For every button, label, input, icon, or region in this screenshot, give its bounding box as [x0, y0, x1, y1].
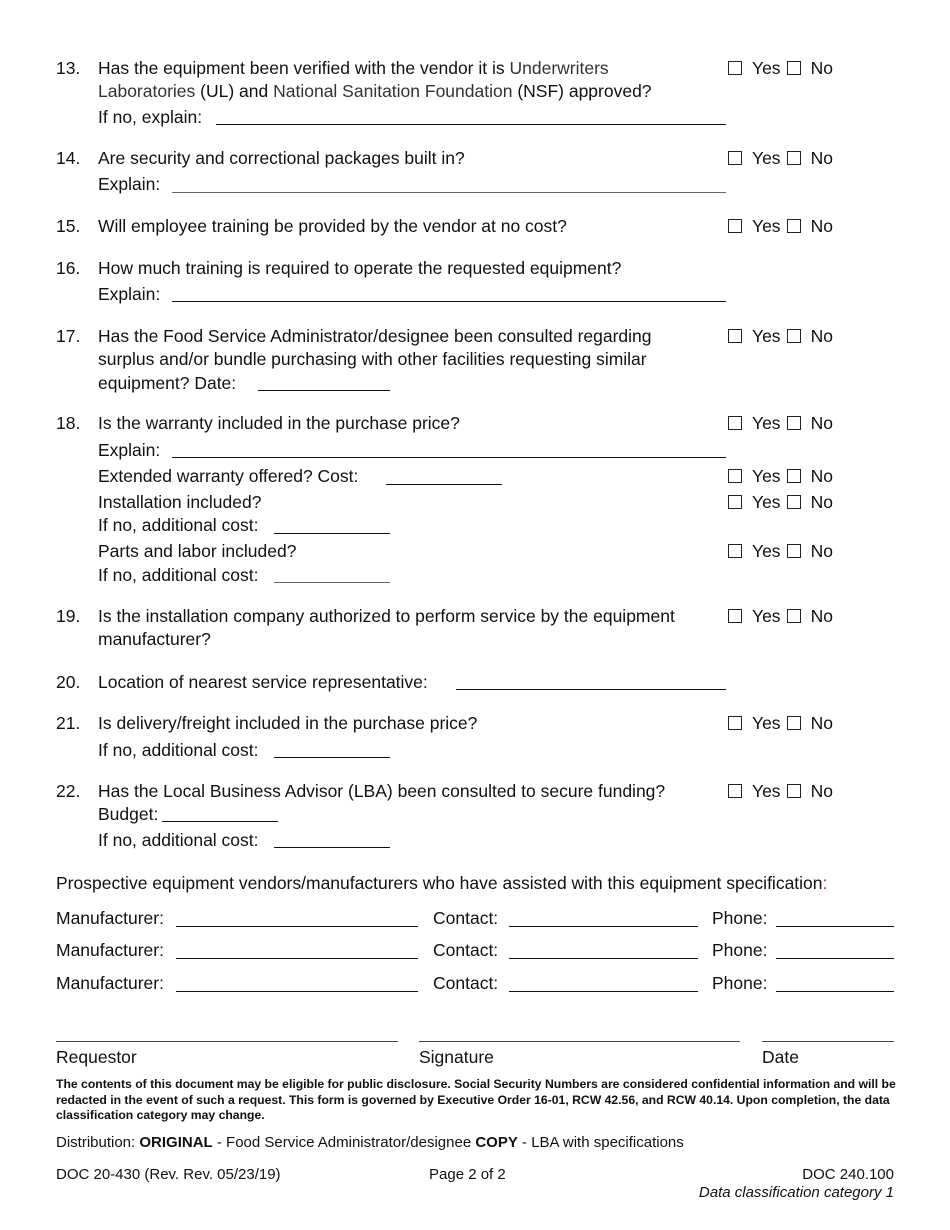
q18-installation-yes-checkbox[interactable]: [728, 495, 742, 509]
q14-explain-label: Explain:: [98, 174, 161, 194]
q18-parts-label: Parts and labor included?: [98, 541, 297, 561]
q18-installation-yes-no: Yes No: [728, 492, 833, 513]
phone-2-field[interactable]: [776, 958, 894, 959]
q14-yes-no: Yes No: [728, 148, 833, 169]
policy-number: DOC 240.100: [802, 1166, 894, 1183]
contact-2-label: Contact:: [433, 940, 499, 960]
q15-no-checkbox[interactable]: [787, 219, 801, 233]
manufacturer-3-label: Manufacturer:: [56, 973, 164, 993]
q13-yes-no: Yes No: [728, 58, 833, 79]
disclosure-notice: The contents of this document may be eligible for public disclosure. Social Security Numbers are considered confidential information and will be redacted in the event of such a request. This form is governed by Executive Order 16-01, RCW 42.56, and RCW 40.14. Upon completion, the data classification category may change.: [56, 1077, 896, 1122]
q14-explain-field[interactable]: [172, 192, 726, 193]
q18-parts-yes-checkbox[interactable]: [728, 544, 742, 558]
q13-explain-field[interactable]: [216, 124, 726, 125]
q22-budget-label: Budget:: [98, 804, 159, 824]
date-field[interactable]: [762, 1041, 894, 1042]
q16-explain-label: Explain:: [98, 284, 161, 304]
q13-line2: Laboratories (UL) and National Sanitation Foundation (NSF) approved?: [98, 81, 652, 101]
q22-cost-field[interactable]: [274, 847, 390, 848]
q19-yes-checkbox[interactable]: [728, 609, 742, 623]
q22-number: 22.: [56, 781, 81, 801]
manufacturer-2-field[interactable]: [176, 958, 418, 959]
q21-no-checkbox[interactable]: [787, 716, 801, 730]
q20-number: 20.: [56, 672, 81, 692]
manufacturer-1-field[interactable]: [176, 926, 418, 927]
q13-explain-label: If no, explain:: [98, 107, 203, 127]
q18-explain-label: Explain:: [98, 440, 161, 460]
q14-line1: Are security and correctional packages built in?: [98, 148, 465, 168]
q13-line1: Has the equipment been verified with the vendor it is Underwriters: [98, 58, 609, 78]
q19-number: 19.: [56, 606, 81, 626]
manufacturer-2-label: Manufacturer:: [56, 940, 164, 960]
q20-line1: Location of nearest service representative:: [98, 672, 428, 692]
q15-yes-no: Yes No: [728, 216, 833, 237]
q19-line2: manufacturer?: [98, 629, 211, 649]
q21-cost-label: If no, additional cost:: [98, 740, 259, 760]
page-number: Page 2 of 2: [429, 1166, 506, 1183]
q18-extended-yes-checkbox[interactable]: [728, 469, 742, 483]
q14-yes-checkbox[interactable]: [728, 151, 742, 165]
q21-number: 21.: [56, 713, 81, 733]
q18-parts-no-checkbox[interactable]: [787, 544, 801, 558]
q13-no-checkbox[interactable]: [787, 61, 801, 75]
q17-line1: Has the Food Service Administrator/designee been consulted regarding: [98, 326, 652, 346]
contact-2-field[interactable]: [509, 958, 698, 959]
q21-line1: Is delivery/freight included in the purchase price?: [98, 713, 478, 733]
q16-number: 16.: [56, 258, 81, 278]
q16-explain-field[interactable]: [172, 301, 726, 302]
q15-number: 15.: [56, 216, 81, 236]
q13-yes-checkbox[interactable]: [728, 61, 742, 75]
requestor-label: Requestor: [56, 1047, 137, 1067]
phone-3-label: Phone:: [712, 973, 768, 993]
manufacturer-1-label: Manufacturer:: [56, 908, 164, 928]
form-id: DOC 20-430 (Rev. Rev. 05/23/19): [56, 1166, 281, 1183]
q20-location-field[interactable]: [456, 689, 726, 690]
contact-1-field[interactable]: [509, 926, 698, 927]
q17-date-field[interactable]: [258, 390, 390, 391]
q18-yes-no: Yes No: [728, 413, 833, 434]
date-label: Date: [762, 1047, 799, 1067]
q18-parts-cost-field[interactable]: [274, 582, 390, 583]
q18-extended-warranty-label: Extended warranty offered? Cost:: [98, 466, 359, 486]
q18-extended-no-checkbox[interactable]: [787, 469, 801, 483]
q17-date-label: equipment? Date:: [98, 373, 237, 393]
q21-yes-checkbox[interactable]: [728, 716, 742, 730]
phone-2-label: Phone:: [712, 940, 768, 960]
distribution-line: Distribution: ORIGINAL - Food Service Administrator/designee COPY - LBA with specifications: [56, 1134, 684, 1151]
q18-yes-checkbox[interactable]: [728, 416, 742, 430]
q18-parts-yes-no: Yes No: [728, 541, 833, 562]
vendors-intro: Prospective equipment vendors/manufacturers who have assisted with this equipment specification:: [56, 873, 828, 893]
q22-no-checkbox[interactable]: [787, 784, 801, 798]
signature-label: Signature: [419, 1047, 494, 1067]
classification-label: Data classification category 1: [698, 1184, 894, 1201]
q17-yes-checkbox[interactable]: [728, 329, 742, 343]
q17-no-checkbox[interactable]: [787, 329, 801, 343]
q17-line2: surplus and/or bundle purchasing with other facilities requesting similar: [98, 349, 647, 369]
q18-explain-field[interactable]: [172, 457, 726, 458]
signature-field[interactable]: [419, 1041, 740, 1042]
q19-no-checkbox[interactable]: [787, 609, 801, 623]
q18-extended-yes-no: Yes No: [728, 466, 833, 487]
q16-line1: How much training is required to operate the requested equipment?: [98, 258, 622, 278]
q18-extended-warranty-cost-field[interactable]: [386, 484, 502, 485]
q21-cost-field[interactable]: [274, 757, 390, 758]
q18-line1: Is the warranty included in the purchase price?: [98, 413, 460, 433]
q15-yes-checkbox[interactable]: [728, 219, 742, 233]
q15-line1: Will employee training be provided by the vendor at no cost?: [98, 216, 567, 236]
q21-yes-no: Yes No: [728, 713, 833, 734]
q17-number: 17.: [56, 326, 81, 346]
q22-yes-checkbox[interactable]: [728, 784, 742, 798]
phone-1-field[interactable]: [776, 926, 894, 927]
contact-3-field[interactable]: [509, 991, 698, 992]
phone-3-field[interactable]: [776, 991, 894, 992]
q18-installation-no-checkbox[interactable]: [787, 495, 801, 509]
requestor-field[interactable]: [56, 1041, 398, 1042]
contact-1-label: Contact:: [433, 908, 499, 928]
q22-line1: Has the Local Business Advisor (LBA) been consulted to secure funding?: [98, 781, 666, 801]
q18-number: 18.: [56, 413, 81, 433]
q14-number: 14.: [56, 148, 81, 168]
phone-1-label: Phone:: [712, 908, 768, 928]
q22-yes-no: Yes No: [728, 781, 833, 802]
q17-yes-no: Yes No: [728, 326, 833, 347]
manufacturer-3-field[interactable]: [176, 991, 418, 992]
q18-installation-label: Installation included?: [98, 492, 262, 512]
q19-yes-no: Yes No: [728, 606, 833, 627]
contact-3-label: Contact:: [433, 973, 499, 993]
q19-line1: Is the installation company authorized to perform service by the equipment: [98, 606, 675, 626]
q22-budget-field[interactable]: [162, 821, 278, 822]
q18-parts-cost-label: If no, additional cost:: [98, 565, 259, 585]
q14-no-checkbox[interactable]: [787, 151, 801, 165]
q22-cost-label: If no, additional cost:: [98, 830, 259, 850]
q13-number: 13.: [56, 58, 81, 78]
q18-installation-cost-label: If no, additional cost:: [98, 515, 259, 535]
q18-no-checkbox[interactable]: [787, 416, 801, 430]
q18-installation-cost-field[interactable]: [274, 533, 390, 534]
